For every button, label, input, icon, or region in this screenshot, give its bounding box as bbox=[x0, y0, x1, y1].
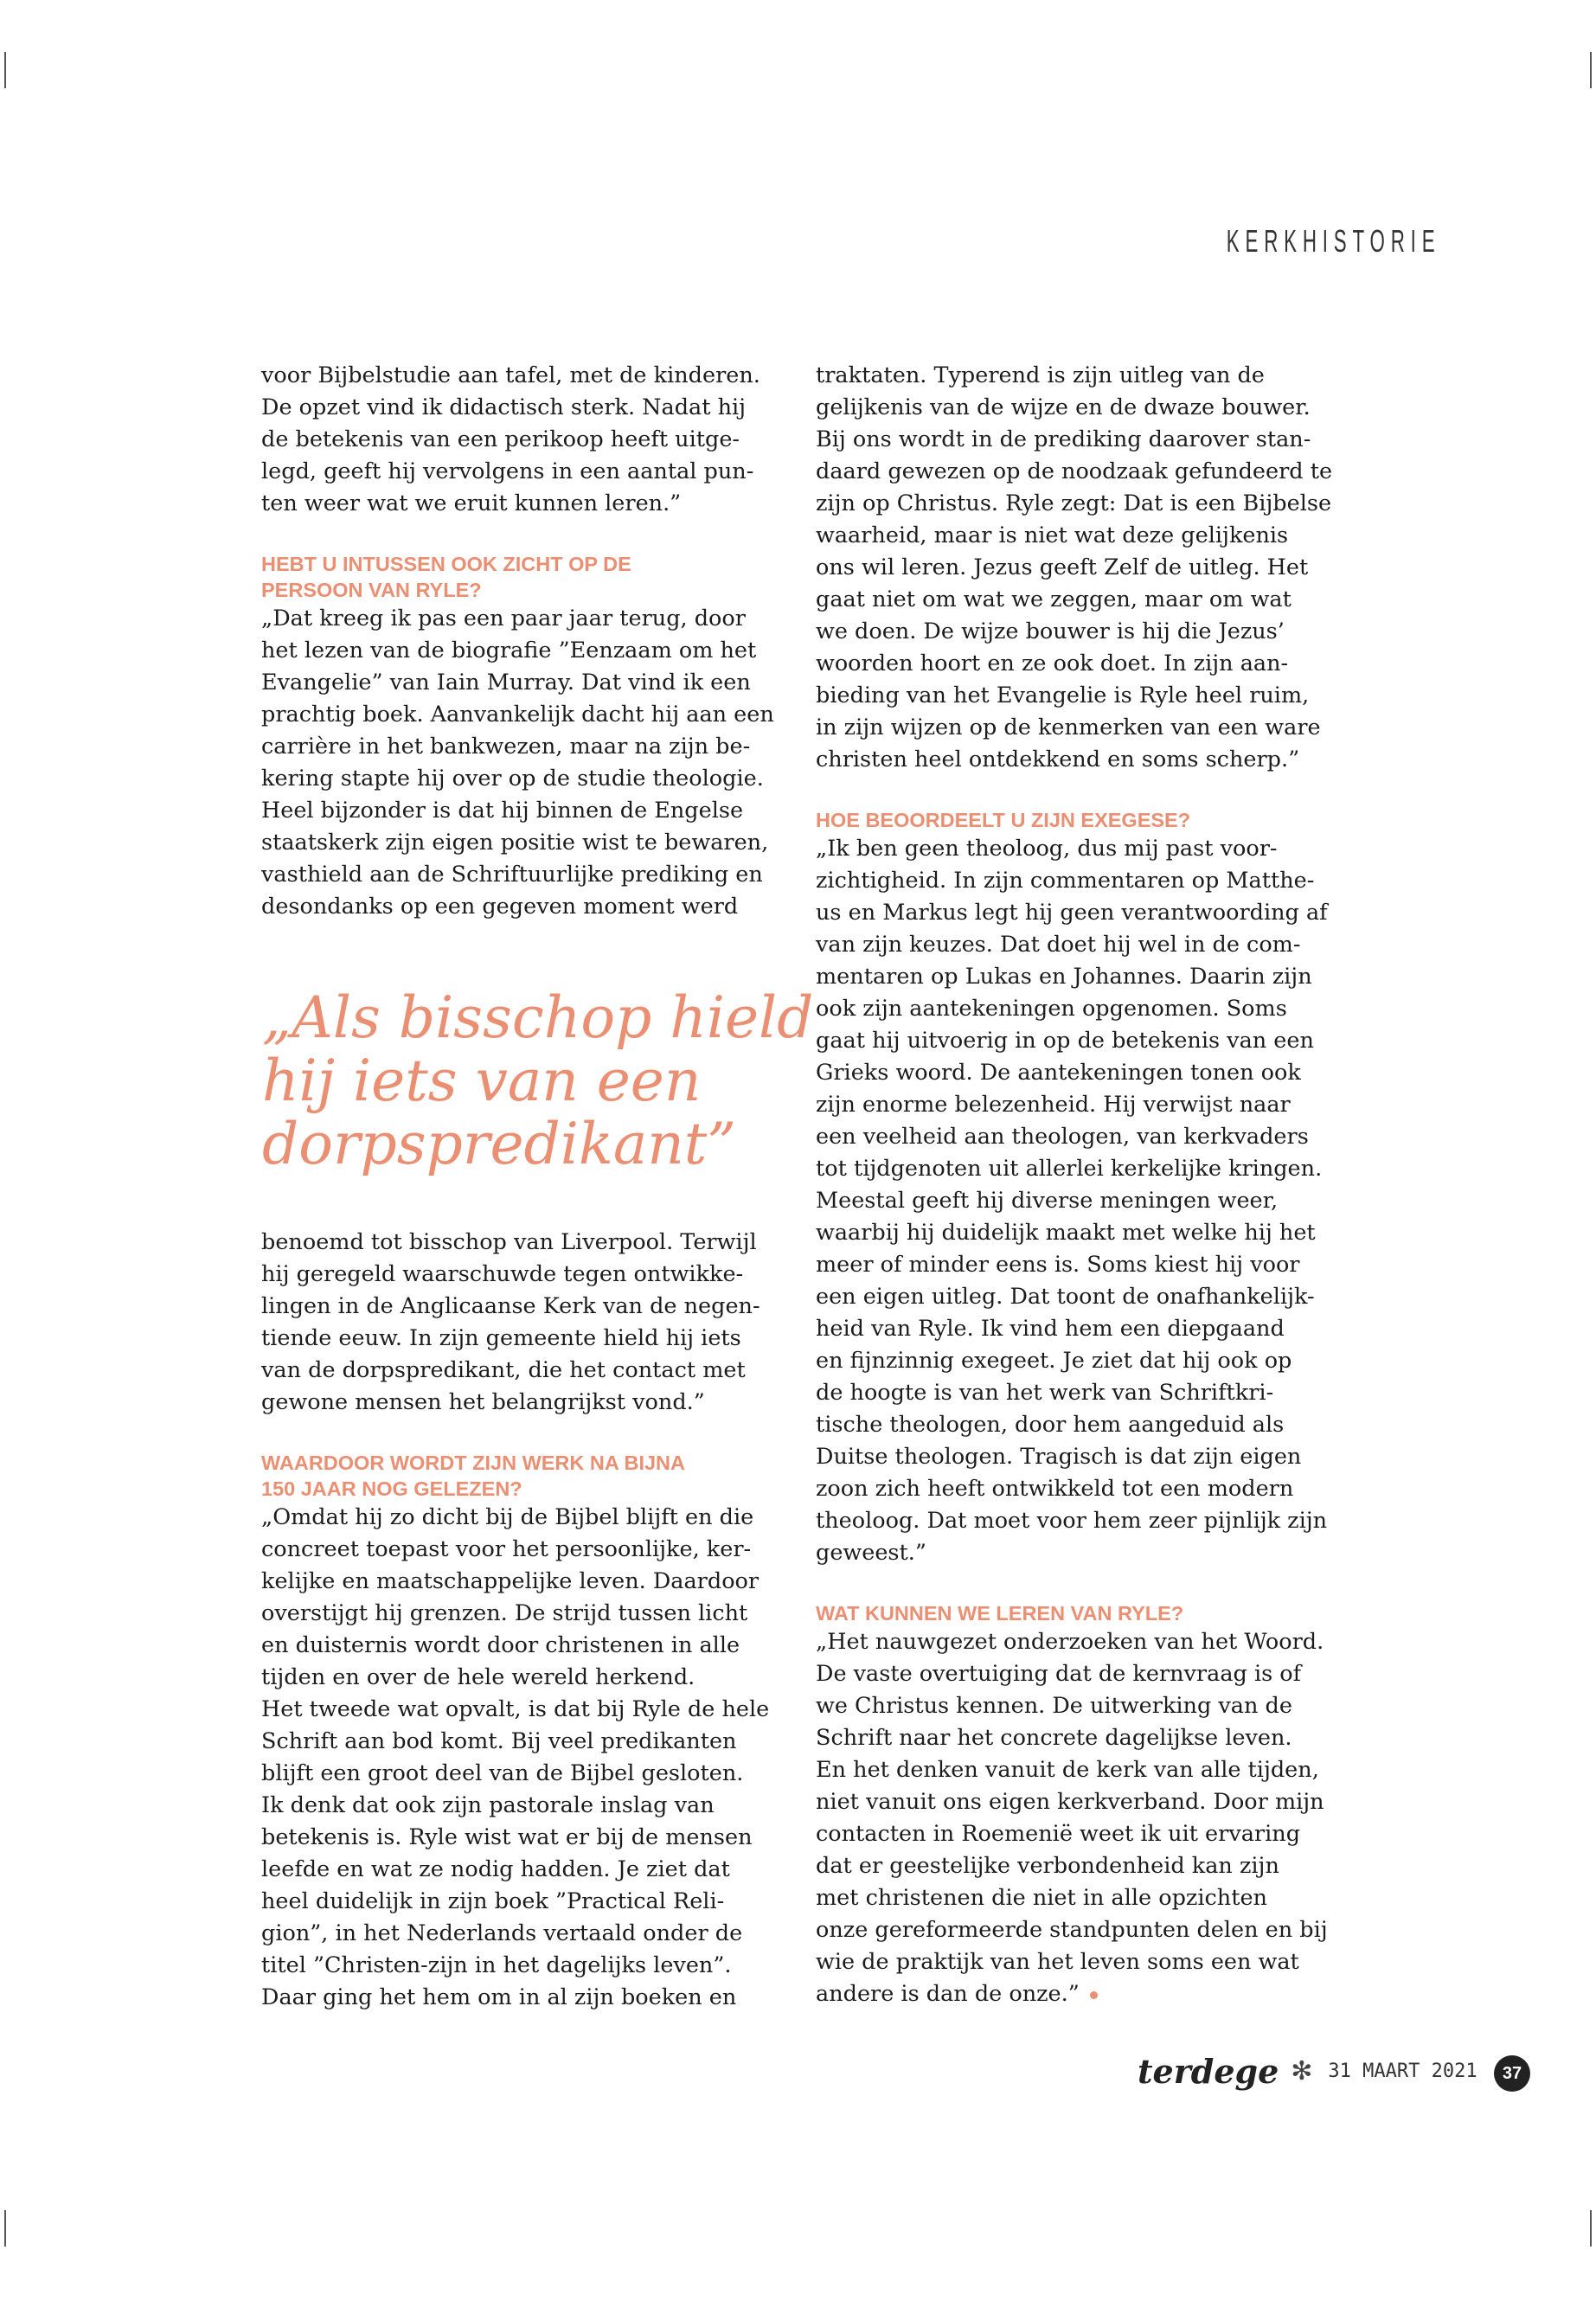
answer-paragraph bbox=[261, 1227, 780, 1419]
crop-mark-bottom-left bbox=[4, 2210, 6, 2247]
text-line: De vaste overtuiging dat de kernvraag is of bbox=[816, 1661, 1302, 1687]
text-line: we doen. De wijze bouwer is hij die Jezus’ bbox=[816, 619, 1285, 644]
text-line bbox=[816, 1978, 1335, 2010]
text-line: leefde en wat ze nodig hadden. Je ziet dat bbox=[261, 1856, 730, 1882]
text-line: mentaren op Lukas en Johannes. Daarin zijn bbox=[816, 964, 1312, 990]
text-line: een eigen uitleg. Dat toont de onafhankelijk- bbox=[816, 1284, 1315, 1310]
text-line: gelijkenis van de wijze en de dwaze bouwer. bbox=[816, 394, 1311, 420]
text-line: tische theologen, door hem aangeduid als bbox=[816, 1412, 1285, 1438]
text-line: „Dat kreeg ik pas een paar jaar terug, door bbox=[261, 606, 746, 631]
text-line: zoon zich heeft ontwikkeld tot een modern bbox=[816, 1476, 1294, 1502]
text-line: onze gereformeerde standpunten delen en bij bbox=[816, 1917, 1328, 1943]
answer-paragraph bbox=[261, 1502, 780, 2014]
text-line: Bij ons wordt in de prediking daarover stan- bbox=[816, 426, 1311, 452]
text-line: Heel bijzonder is dat hij binnen de Engelse bbox=[261, 798, 744, 824]
text-line: ons wil leren. Jezus geeft Zelf de uitleg. Het bbox=[816, 554, 1309, 580]
text-line: carrière in het bankwezen, maar na zijn be- bbox=[261, 734, 751, 760]
text-line: Ik denk dat ook zijn pastorale inslag van bbox=[261, 1792, 715, 1818]
text-line: benoemd tot bisschop van Liverpool. Terwijl bbox=[261, 1229, 757, 1255]
intro-paragraph bbox=[816, 360, 1335, 776]
answer-paragraph bbox=[816, 1626, 1335, 2010]
text-line: een veelheid aan theologen, van kerkvaders bbox=[816, 1124, 1309, 1150]
footer bbox=[1138, 2052, 1477, 2091]
text-line: Daar ging het hem om in al zijn boeken en bbox=[261, 1984, 737, 2010]
text-line: de betekenis van een perikoop heeft uitge- bbox=[261, 426, 740, 452]
question-heading bbox=[816, 1600, 1335, 1626]
text-line: concreet toepast voor het persoonlijke, ker- bbox=[261, 1536, 752, 1562]
text-line: Het tweede wat opvalt, is dat bij Ryle de hele bbox=[261, 1696, 770, 1722]
text-line: heid van Ryle. Ik vind hem een diepgaand bbox=[816, 1316, 1285, 1342]
text-line: voor Bijbelstudie aan tafel, met de kinderen. bbox=[261, 362, 760, 388]
magazine-logo: terdege bbox=[1138, 2052, 1279, 2091]
text-line: kelijke en maatschappelijke leven. Daardoor bbox=[261, 1568, 760, 1594]
text-line: en duisternis wordt door christenen in alle bbox=[261, 1632, 740, 1658]
page-number: 37 bbox=[1494, 2055, 1530, 2092]
text-line: Evangelie” van Iain Murray. Dat vind ik een bbox=[261, 670, 751, 695]
pull-quote-line: hij iets van een bbox=[262, 1048, 702, 1114]
asterisk-separator-icon: ✻ bbox=[1291, 2056, 1313, 2086]
pull-quote bbox=[262, 984, 814, 1177]
text-line: „Ik ben geen theoloog, dus mij past voor- bbox=[816, 836, 1278, 862]
text-line: „Omdat hij zo dicht bij de Bijbel blijft en die bbox=[261, 1504, 754, 1530]
text-line: gewone mensen het belangrijkst vond.” bbox=[261, 1389, 705, 1415]
right-column bbox=[816, 360, 1335, 2010]
heading-line: PERSOON VAN RYLE? bbox=[261, 579, 482, 601]
text-line: prachtig boek. Aanvankelijk dacht hij aan een bbox=[261, 702, 774, 727]
text-line: kering stapte hij over op de studie theologie. bbox=[261, 766, 764, 792]
crop-mark-top-right bbox=[1590, 52, 1592, 88]
section-title: KERKHISTORIE bbox=[1226, 223, 1440, 259]
crop-mark-top-left bbox=[4, 52, 6, 88]
heading-line: HOE BEOORDEELT U ZIJN EXEGESE? bbox=[816, 809, 1191, 831]
text-line: us en Markus legt hij geen verantwoording af bbox=[816, 900, 1328, 926]
pull-quote-line: dorpspredikant” bbox=[262, 1111, 736, 1177]
issue-date: 31 MAART 2021 bbox=[1328, 2061, 1477, 2082]
question-heading bbox=[816, 807, 1335, 833]
text-line: daard gewezen op de noodzaak gefundeerd te bbox=[816, 458, 1333, 484]
text-line: woorden hoort en ze ook doet. In zijn aan- bbox=[816, 651, 1289, 676]
intro-paragraph bbox=[261, 360, 780, 520]
text-line: Schrift aan bod komt. Bij veel predikanten bbox=[261, 1728, 737, 1754]
text-line: we Christus kennen. De uitwerking van de bbox=[816, 1693, 1292, 1719]
text-line: Grieks woord. De aantekeningen tonen ook bbox=[816, 1060, 1301, 1086]
text-line: legd, geeft hij vervolgens in een aantal pun- bbox=[261, 458, 754, 484]
question-heading bbox=[261, 551, 780, 603]
text-line: het lezen van de biografie ”Eenzaam om het bbox=[261, 638, 757, 663]
text-line: En het denken vanuit de kerk van alle tijden, bbox=[816, 1757, 1319, 1783]
text-line: meer of minder eens is. Soms kiest hij voor bbox=[816, 1252, 1300, 1278]
text-line: zijn op Christus. Ryle zegt: Dat is een Bijbelse bbox=[816, 490, 1332, 516]
heading-line: 150 JAAR NOG GELEZEN? bbox=[261, 1477, 522, 1500]
text-line: tiende eeuw. In zijn gemeente hield hij iets bbox=[261, 1325, 741, 1351]
text-line: gion”, in het Nederlands vertaald onder de bbox=[261, 1920, 743, 1946]
text-line: titel ”Christen-zijn in het dagelijks leven”. bbox=[261, 1952, 732, 1978]
text-line: De opzet vind ik didactisch sterk. Nadat hij bbox=[261, 394, 747, 420]
text-line: hij geregeld waarschuwde tegen ontwikke- bbox=[261, 1261, 744, 1287]
text-line: ten weer wat we eruit kunnen leren.” bbox=[261, 490, 682, 516]
text-line: traktaten. Typerend is zijn uitleg van de bbox=[816, 362, 1265, 388]
text-line: Duitse theologen. Tragisch is dat zijn eigen bbox=[816, 1444, 1302, 1470]
text-line: met christenen die niet in alle opzichten bbox=[816, 1885, 1267, 1911]
text-line: vasthield aan de Schriftuurlijke prediking en bbox=[261, 862, 763, 888]
text-line: wie de praktijk van het leven soms een wat bbox=[816, 1949, 1299, 1975]
text-line: staatskerk zijn eigen positie wist te bewaren, bbox=[261, 830, 769, 856]
final-line-text: andere is dan de onze.” bbox=[816, 1981, 1080, 2007]
text-line: lingen in de Anglicaanse Kerk van de negen- bbox=[261, 1293, 760, 1319]
text-line: tijden en over de hele wereld herkend. bbox=[261, 1664, 695, 1690]
crop-mark-bottom-right bbox=[1590, 2210, 1592, 2247]
text-line: bieding van het Evangelie is Ryle heel ruim, bbox=[816, 683, 1310, 708]
text-line: christen heel ontdekkend en soms scherp.” bbox=[816, 747, 1300, 772]
text-line: waarbij hij duidelijk maakt met welke hij het bbox=[816, 1220, 1316, 1246]
pull-quote-line: „Als bisschop hield bbox=[262, 984, 814, 1051]
left-column-continued bbox=[261, 1227, 780, 2014]
text-line: ook zijn aantekeningen opgenomen. Soms bbox=[816, 996, 1287, 1022]
text-line: dat er geestelijke verbondenheid kan zijn bbox=[816, 1853, 1279, 1879]
text-line: contacten in Roemenië weet ik uit ervaring bbox=[816, 1821, 1301, 1847]
text-line: betekenis is. Ryle wist wat er bij de mensen bbox=[261, 1824, 753, 1850]
text-line: van de dorpspredikant, die het contact met bbox=[261, 1357, 746, 1383]
heading-line: WAARDOOR WORDT ZIJN WERK NA BIJNA bbox=[261, 1452, 686, 1474]
text-line: waarheid, maar is niet wat deze gelijkenis bbox=[816, 522, 1289, 548]
text-line: gaat hij uitvoerig in op de betekenis van een bbox=[816, 1028, 1314, 1054]
text-line: overstijgt hij grenzen. De strijd tussen licht bbox=[261, 1600, 748, 1626]
text-line: in zijn wijzen op de kenmerken van een ware bbox=[816, 715, 1321, 740]
text-line: de hoogte is van het werk van Schriftkri- bbox=[816, 1380, 1274, 1406]
text-line: niet vanuit ons eigen kerkverband. Door mijn bbox=[816, 1789, 1324, 1815]
text-line: desondanks op een gegeven moment werd bbox=[261, 894, 739, 920]
text-line: Schrift naar het concrete dagelijkse leven. bbox=[816, 1725, 1292, 1751]
text-line: Meestal geeft hij diverse meningen weer, bbox=[816, 1188, 1279, 1214]
text-line: zijn enorme belezenheid. Hij verwijst naar bbox=[816, 1092, 1291, 1118]
text-line: van zijn keuzes. Dat doet hij wel in de com- bbox=[816, 932, 1301, 958]
heading-line: WAT KUNNEN WE LEREN VAN RYLE? bbox=[816, 1602, 1184, 1625]
answer-paragraph bbox=[261, 603, 780, 923]
answer-paragraph bbox=[816, 833, 1335, 1569]
question-heading bbox=[261, 1450, 780, 1502]
text-line: theoloog. Dat moet voor hem zeer pijnlijk zijn bbox=[816, 1508, 1328, 1534]
end-mark-dot-icon bbox=[1090, 1991, 1098, 1999]
text-line: zichtigheid. In zijn commentaren op Matthe- bbox=[816, 868, 1315, 894]
heading-line: HEBT U INTUSSEN OOK ZICHT OP DE bbox=[261, 553, 631, 575]
text-line: gaat niet om wat we zeggen, maar om wat bbox=[816, 586, 1292, 612]
text-line: „Het nauwgezet onderzoeken van het Woord. bbox=[816, 1629, 1324, 1655]
text-line: tot tijdgenoten uit allerlei kerkelijke kringen. bbox=[816, 1156, 1323, 1182]
text-line: heel duidelijk in zijn boek ”Practical Reli- bbox=[261, 1888, 725, 1914]
text-line: blijft een groot deel van de Bijbel gesloten. bbox=[261, 1760, 744, 1786]
left-column bbox=[261, 360, 780, 923]
text-line: en fijnzinnig exegeet. Je ziet dat hij ook op bbox=[816, 1348, 1292, 1374]
text-line: geweest.” bbox=[816, 1540, 926, 1566]
